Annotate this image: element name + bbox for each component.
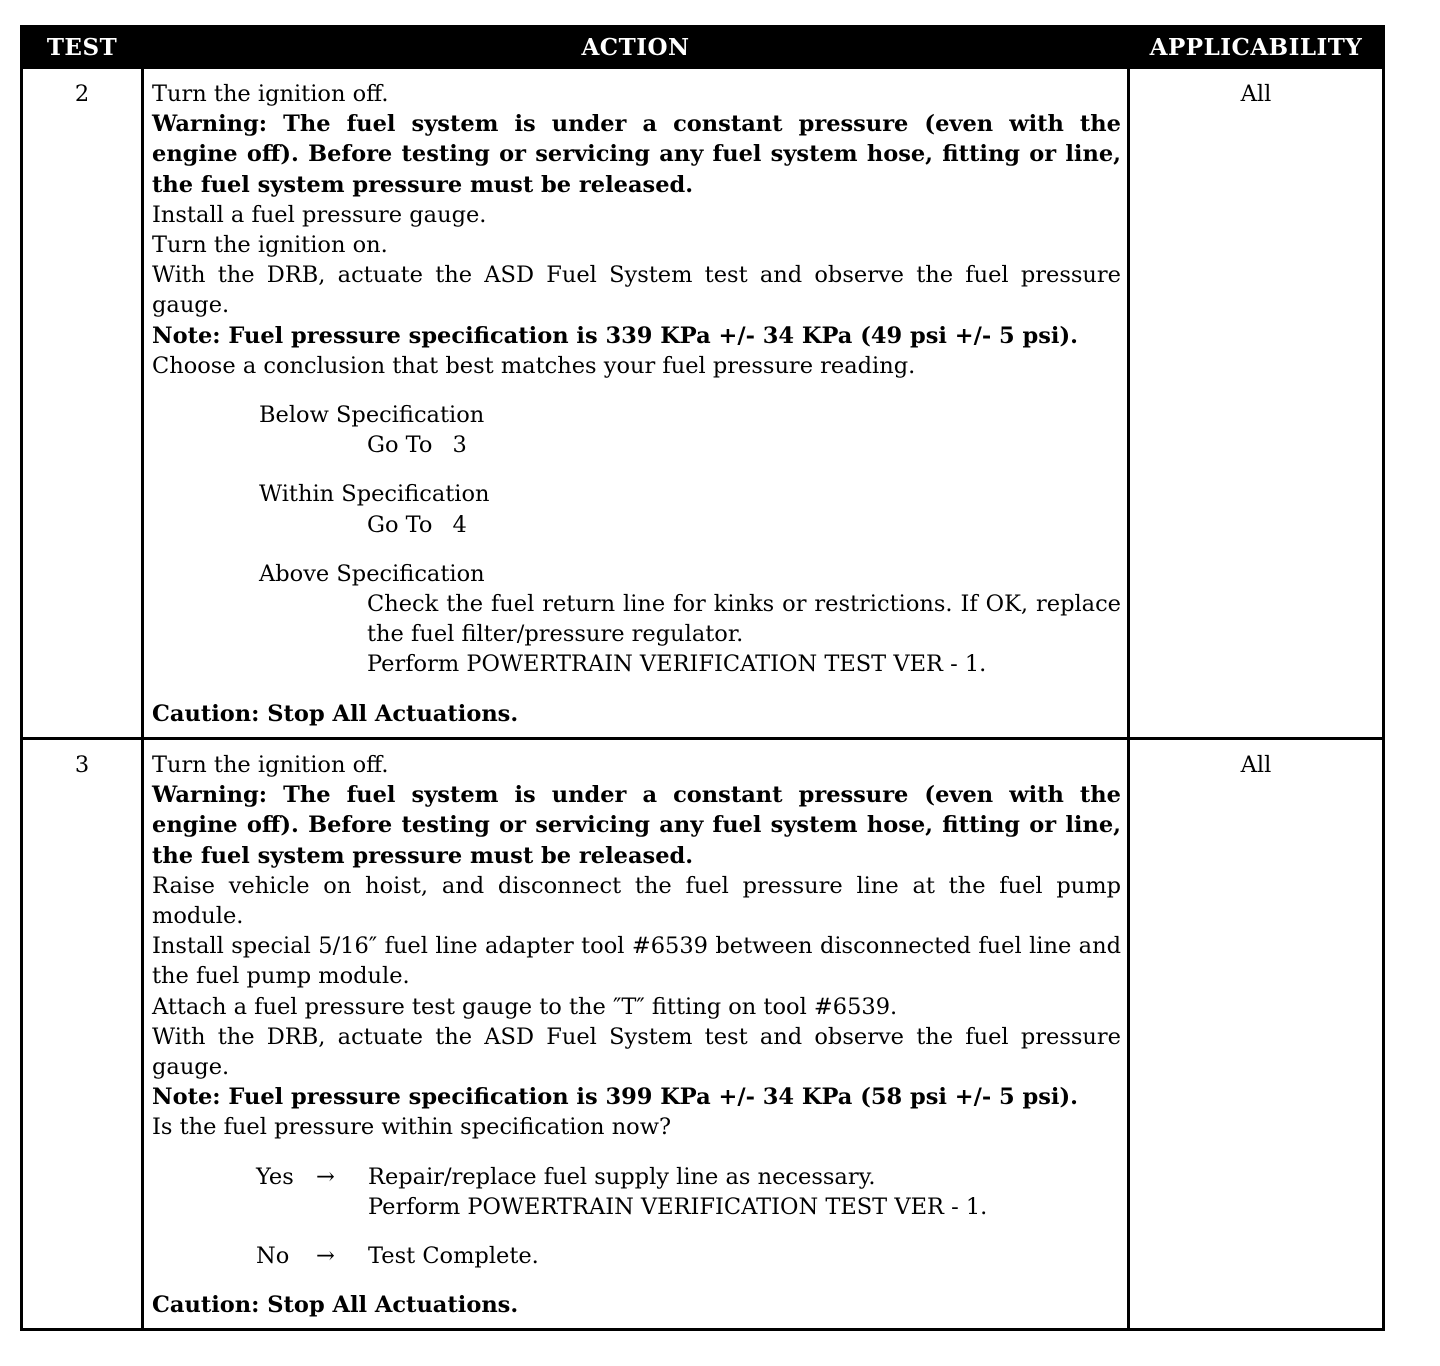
goto-test-number: 3 xyxy=(452,432,467,459)
test-row-3 xyxy=(22,739,1384,1330)
action-step: Attach a fuel pressure test gauge to the ″T″ fitting on tool #6539. xyxy=(152,993,898,1020)
caution-text: Caution: Stop All Actuations. xyxy=(152,700,519,727)
option-yes-label: Yes xyxy=(256,1163,294,1190)
action-cell xyxy=(143,68,1129,739)
warning-text: Warning: The fuel system is under a constant pressure (even with the engine off). Before testing or servicing any fuel system hose, fitting or line, the fuel system pressure must be released. xyxy=(152,782,1121,869)
header-applicability: APPLICABILITY xyxy=(1129,27,1384,68)
action-step: Is the fuel pressure within specification now? xyxy=(152,1114,672,1141)
action-step: Install a fuel pressure gauge. xyxy=(152,201,487,228)
test-number: 3 xyxy=(22,739,143,1330)
option-yes-text xyxy=(368,1162,1121,1222)
goto-label: Go To xyxy=(367,432,433,459)
action-step: Choose a conclusion that best matches your fuel pressure reading. xyxy=(152,352,916,379)
option-within-goto xyxy=(152,510,1121,540)
option-no-text: Test Complete. xyxy=(368,1243,539,1270)
header-test: TEST xyxy=(22,27,143,68)
action-step: With the DRB, actuate the ASD Fuel System test and observe the fuel pressure gauge. xyxy=(152,1023,1121,1081)
note-text: Note: Fuel pressure specification is 399 KPa +/- 34 KPa (58 psi +/- 5 psi). xyxy=(152,1084,1078,1111)
option-yes xyxy=(152,1162,1121,1222)
option-above-label: Above Specification xyxy=(259,560,485,587)
test-row-2 xyxy=(22,68,1384,739)
action-step: Install special 5/16″ fuel line adapter tool #6539 between disconnected fuel line and the fuel pump module. xyxy=(152,933,1121,990)
note-text: Note: Fuel pressure specification is 339 KPa +/- 34 KPa (49 psi +/- 5 psi). xyxy=(152,322,1078,349)
arrow-right-icon: → xyxy=(316,1243,335,1270)
option-within-label: Within Specification xyxy=(259,481,490,508)
applicability-value: All xyxy=(1129,739,1384,1330)
option-yes-verify: Perform POWERTRAIN VERIFICATION TEST VER - 1. xyxy=(368,1193,988,1220)
action-step: Turn the ignition off. xyxy=(152,752,389,778)
option-above-text: Check the fuel return line for kinks or restrictions. If OK, replace the fuel filter/pressure regulator. xyxy=(367,591,1121,648)
option-yes-action: Repair/replace fuel supply line as necessary. xyxy=(368,1163,876,1190)
goto-label: Go To xyxy=(367,511,433,538)
warning-text: Warning: The fuel system is under a constant pressure (even with the engine off). Before testing or servicing any fuel system hose, fitting or line, the fuel system pressure must be released. xyxy=(152,111,1121,198)
action-cell xyxy=(143,739,1129,1330)
action-step: Turn the ignition on. xyxy=(152,232,388,259)
diagnostic-test-table xyxy=(20,25,1385,1331)
action-step: With the DRB, actuate the ASD Fuel System test and observe the fuel pressure gauge. xyxy=(152,262,1121,319)
option-no-label: No xyxy=(256,1243,290,1270)
header-action: ACTION xyxy=(143,27,1129,68)
option-above-verify: Perform POWERTRAIN VERIFICATION TEST VER - 1. xyxy=(367,651,987,678)
header-row xyxy=(22,27,1384,68)
option-below-goto xyxy=(152,430,1121,460)
goto-test-number: 4 xyxy=(452,511,467,538)
arrow-right-icon: → xyxy=(316,1163,335,1190)
applicability-value: All xyxy=(1129,68,1384,739)
action-step: Turn the ignition off. xyxy=(152,81,389,107)
caution-text: Caution: Stop All Actuations. xyxy=(152,1292,519,1319)
option-no xyxy=(152,1241,1121,1271)
option-below-label: Below Specification xyxy=(259,402,485,429)
test-number: 2 xyxy=(22,68,143,739)
action-step: Raise vehicle on hoist, and disconnect the fuel pressure line at the fuel pump module. xyxy=(152,872,1121,930)
